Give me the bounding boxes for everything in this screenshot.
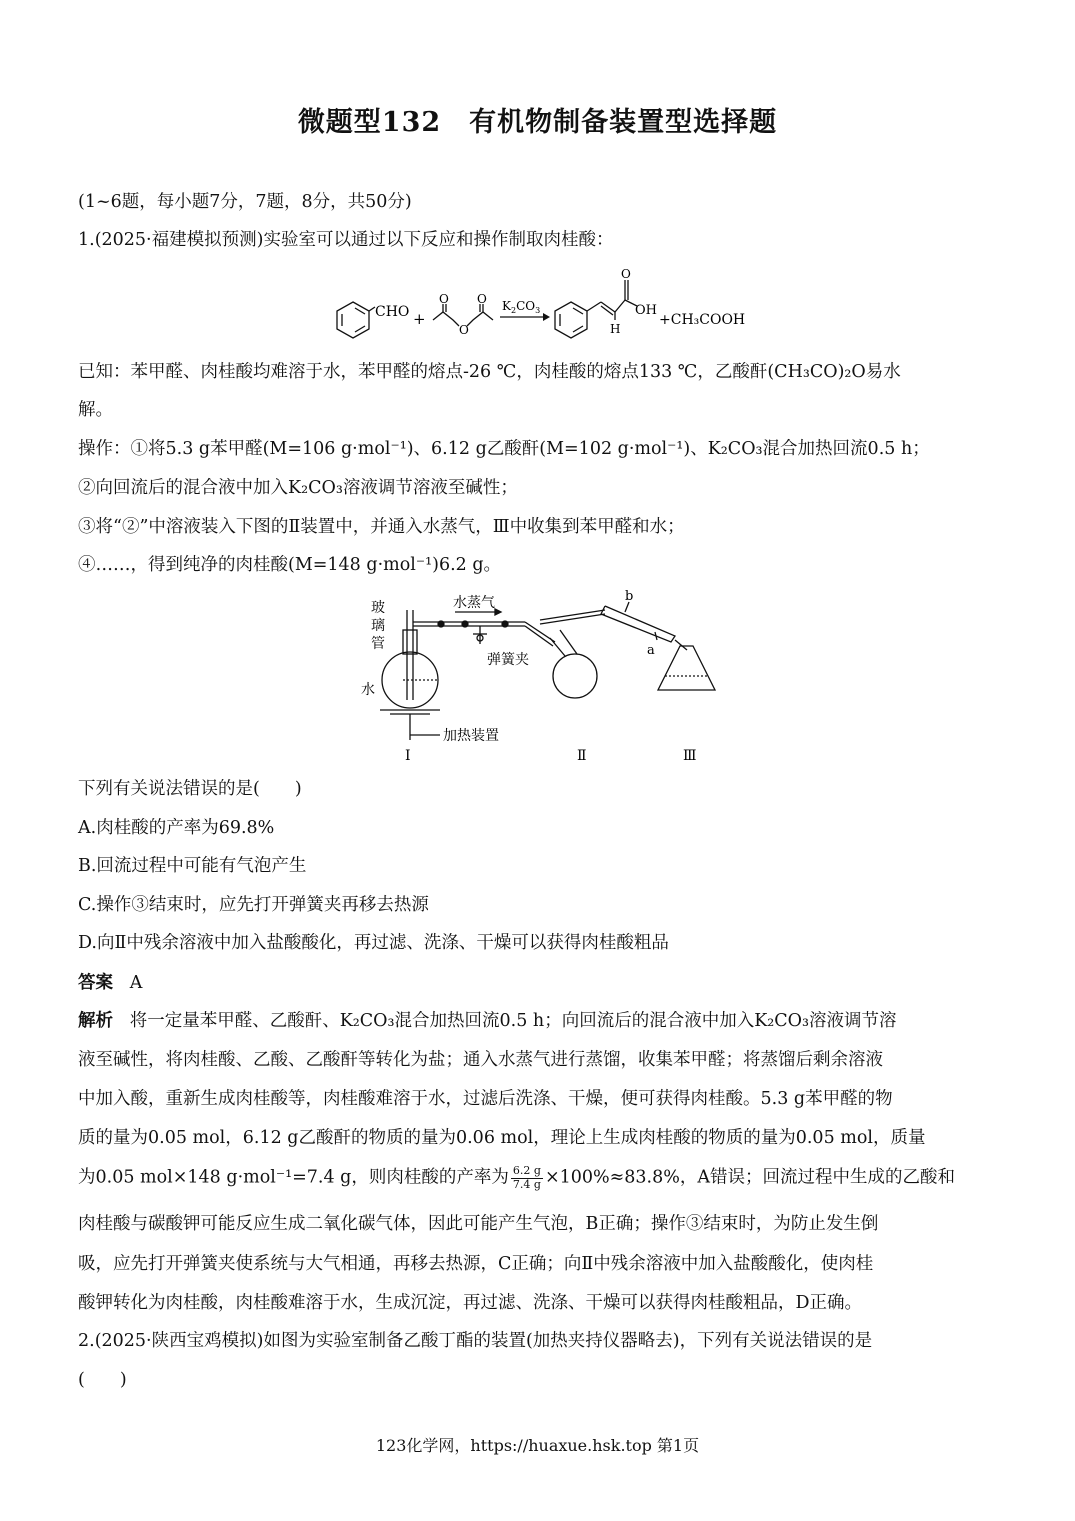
clamp-label: 弹簧夹 [487,652,529,668]
analysis-line-8: 酸钾转化为肉桂酸，肉桂酸难溶于水，生成沉淀，再过滤、洗涤、干燥可以获得肉桂酸粗品，D正确。 [78,1293,863,1313]
question-2-paren: ( ) [78,1370,127,1390]
page-title: 微题型132 有机物制备装置型选择题 [297,107,778,138]
plus-sign-1: + [413,310,426,328]
option-d: D.向Ⅱ中残余溶液中加入盐酸酸化，再过滤、洗涤、干燥可以获得肉桂酸粗品 [78,933,669,953]
catalyst-label: $K_2CO_3$ [502,299,541,315]
operation-2: ②向回流后的混合液中加入K₂CO₃溶液调节溶液至碱性； [78,478,518,498]
known-line-2: 解。 [78,400,113,420]
byproduct-label: +CH₃COOH [659,312,746,328]
svg-text:a: a [647,643,655,658]
o-top-2: O [477,292,487,306]
score-note: (1~6题，每小题7分，7题，8分，共50分) [78,192,412,212]
answer-label: 答案 [78,973,113,993]
benzaldehyde-structure [337,302,375,338]
steam-label: 水蒸气 [453,595,495,611]
apparatus-figure [355,590,735,770]
answer-line [78,975,142,993]
cinnamic-acid-structure [555,280,637,338]
flask-2 [553,654,597,698]
reaction-equation [325,262,755,347]
heater-label: 加热装置 [443,728,499,744]
option-a: A.肉桂酸的产率为69.8% [78,818,275,838]
question-1-stem: 1.(2025·福建模拟预测)实验室可以通过以下反应和操作制取肉桂酸： [78,230,614,250]
svg-text:Ⅲ: Ⅲ [683,748,697,764]
analysis-line-1: 解析 将一定量苯甲醛、乙酸酐、K₂CO₃混合加热回流0.5 h；向回流后的混合液中加入K₂CO₃溶液调节溶 [78,1011,897,1031]
svg-text:Ⅰ: Ⅰ [405,748,411,764]
o-bridge: O [459,323,469,337]
svg-text:璃: 璃 [371,618,385,634]
operation-1: 操作：①将5.3 g苯甲醛(M=106 g·mol⁻¹)、6.12 g乙酸酐(M=102 g·mol⁻¹)、K₂CO₃混合加热回流0.5 h； [78,439,930,459]
question-prompt: 下列有关说法错误的是( ) [78,779,302,799]
page-footer: 123化学网，https://huaxue.hsk.top 第1页 [375,1436,700,1455]
known-line-1: 已知：苯甲醛、肉桂酸均难溶于水，苯甲醛的熔点-26 ℃，肉桂酸的熔点133 ℃，乙酸酐(CH₃CO)₂O易水 [78,362,901,382]
flask-1 [382,652,438,708]
operation-4: ④……，得到纯净的肉桂酸(M=148 g·mol⁻¹)6.2 g。 [78,555,502,575]
conical-flask-3 [658,646,715,690]
analysis-line-2: 液至碱性，将肉桂酸、乙酸、乙酸酐等转化为盐；通入水蒸气进行蒸馏，收集苯甲醛；将蒸馏后剩余溶液 [78,1050,883,1070]
svg-text:管: 管 [371,636,385,652]
operation-3: ③将“②”中溶液装入下图的Ⅱ装置中，并通入水蒸气，Ⅲ中收集到苯甲醛和水； [78,517,685,537]
o-carbonyl: O [621,267,631,281]
option-b: B.回流过程中可能有气泡产生 [78,856,307,876]
svg-text:b: b [625,590,634,604]
analysis-line-5: 为0.05 mol×148 g·mol⁻¹=7.4 g，则肉桂酸的产率为 $\frac{6.2 g}{7.4 g}$ ×100%≈83.8%，A错误；回流过程中生成的乙酸和 [78,1164,956,1191]
answer-value: A [129,973,143,993]
option-c: C.操作③结束时，应先打开弹簧夹再移去热源 [78,895,429,915]
analysis-line-3: 中加入酸，重新生成肉桂酸等，肉桂酸难溶于水，过滤后洗涤、干燥，便可获得肉桂酸。5.3 g苯甲醛的物 [78,1089,893,1109]
analysis-line-6: 肉桂酸与碳酸钾可能反应生成二氧化碳气体，因此可能产生气泡，B正确；操作③结束时，为防止发生倒 [78,1214,879,1234]
analysis-line-7: 吸，应先打开弹簧夹使系统与大气相通，再移去热源，C正确；向Ⅱ中残余溶液中加入盐酸酸化，使肉桂 [78,1254,874,1274]
o-top-1: O [439,292,449,306]
water-label: 水 [361,682,375,698]
cho-label: CHO [375,304,410,320]
oh-label: OH [635,303,657,318]
h-label: H [610,322,621,336]
analysis-line-4: 质的量为0.05 mol，6.12 g乙酸酐的物质的量为0.06 mol，理论上生成肉桂酸的物质的量为0.05 mol，质量 [78,1128,926,1148]
analysis-label: 解析 [78,1011,113,1031]
condenser [601,606,675,642]
svg-text:玻: 玻 [371,600,385,616]
yield-fraction: $\frac{6.2 g}{7.4 g}$ [512,1164,541,1191]
svg-text:Ⅱ: Ⅱ [577,748,587,764]
question-2-stem: 2.(2025·陕西宝鸡模拟)如图为实验室制备乙酸丁酯的装置(加热夹持仪器略去)，下列有关说法错误的是 [78,1331,873,1351]
